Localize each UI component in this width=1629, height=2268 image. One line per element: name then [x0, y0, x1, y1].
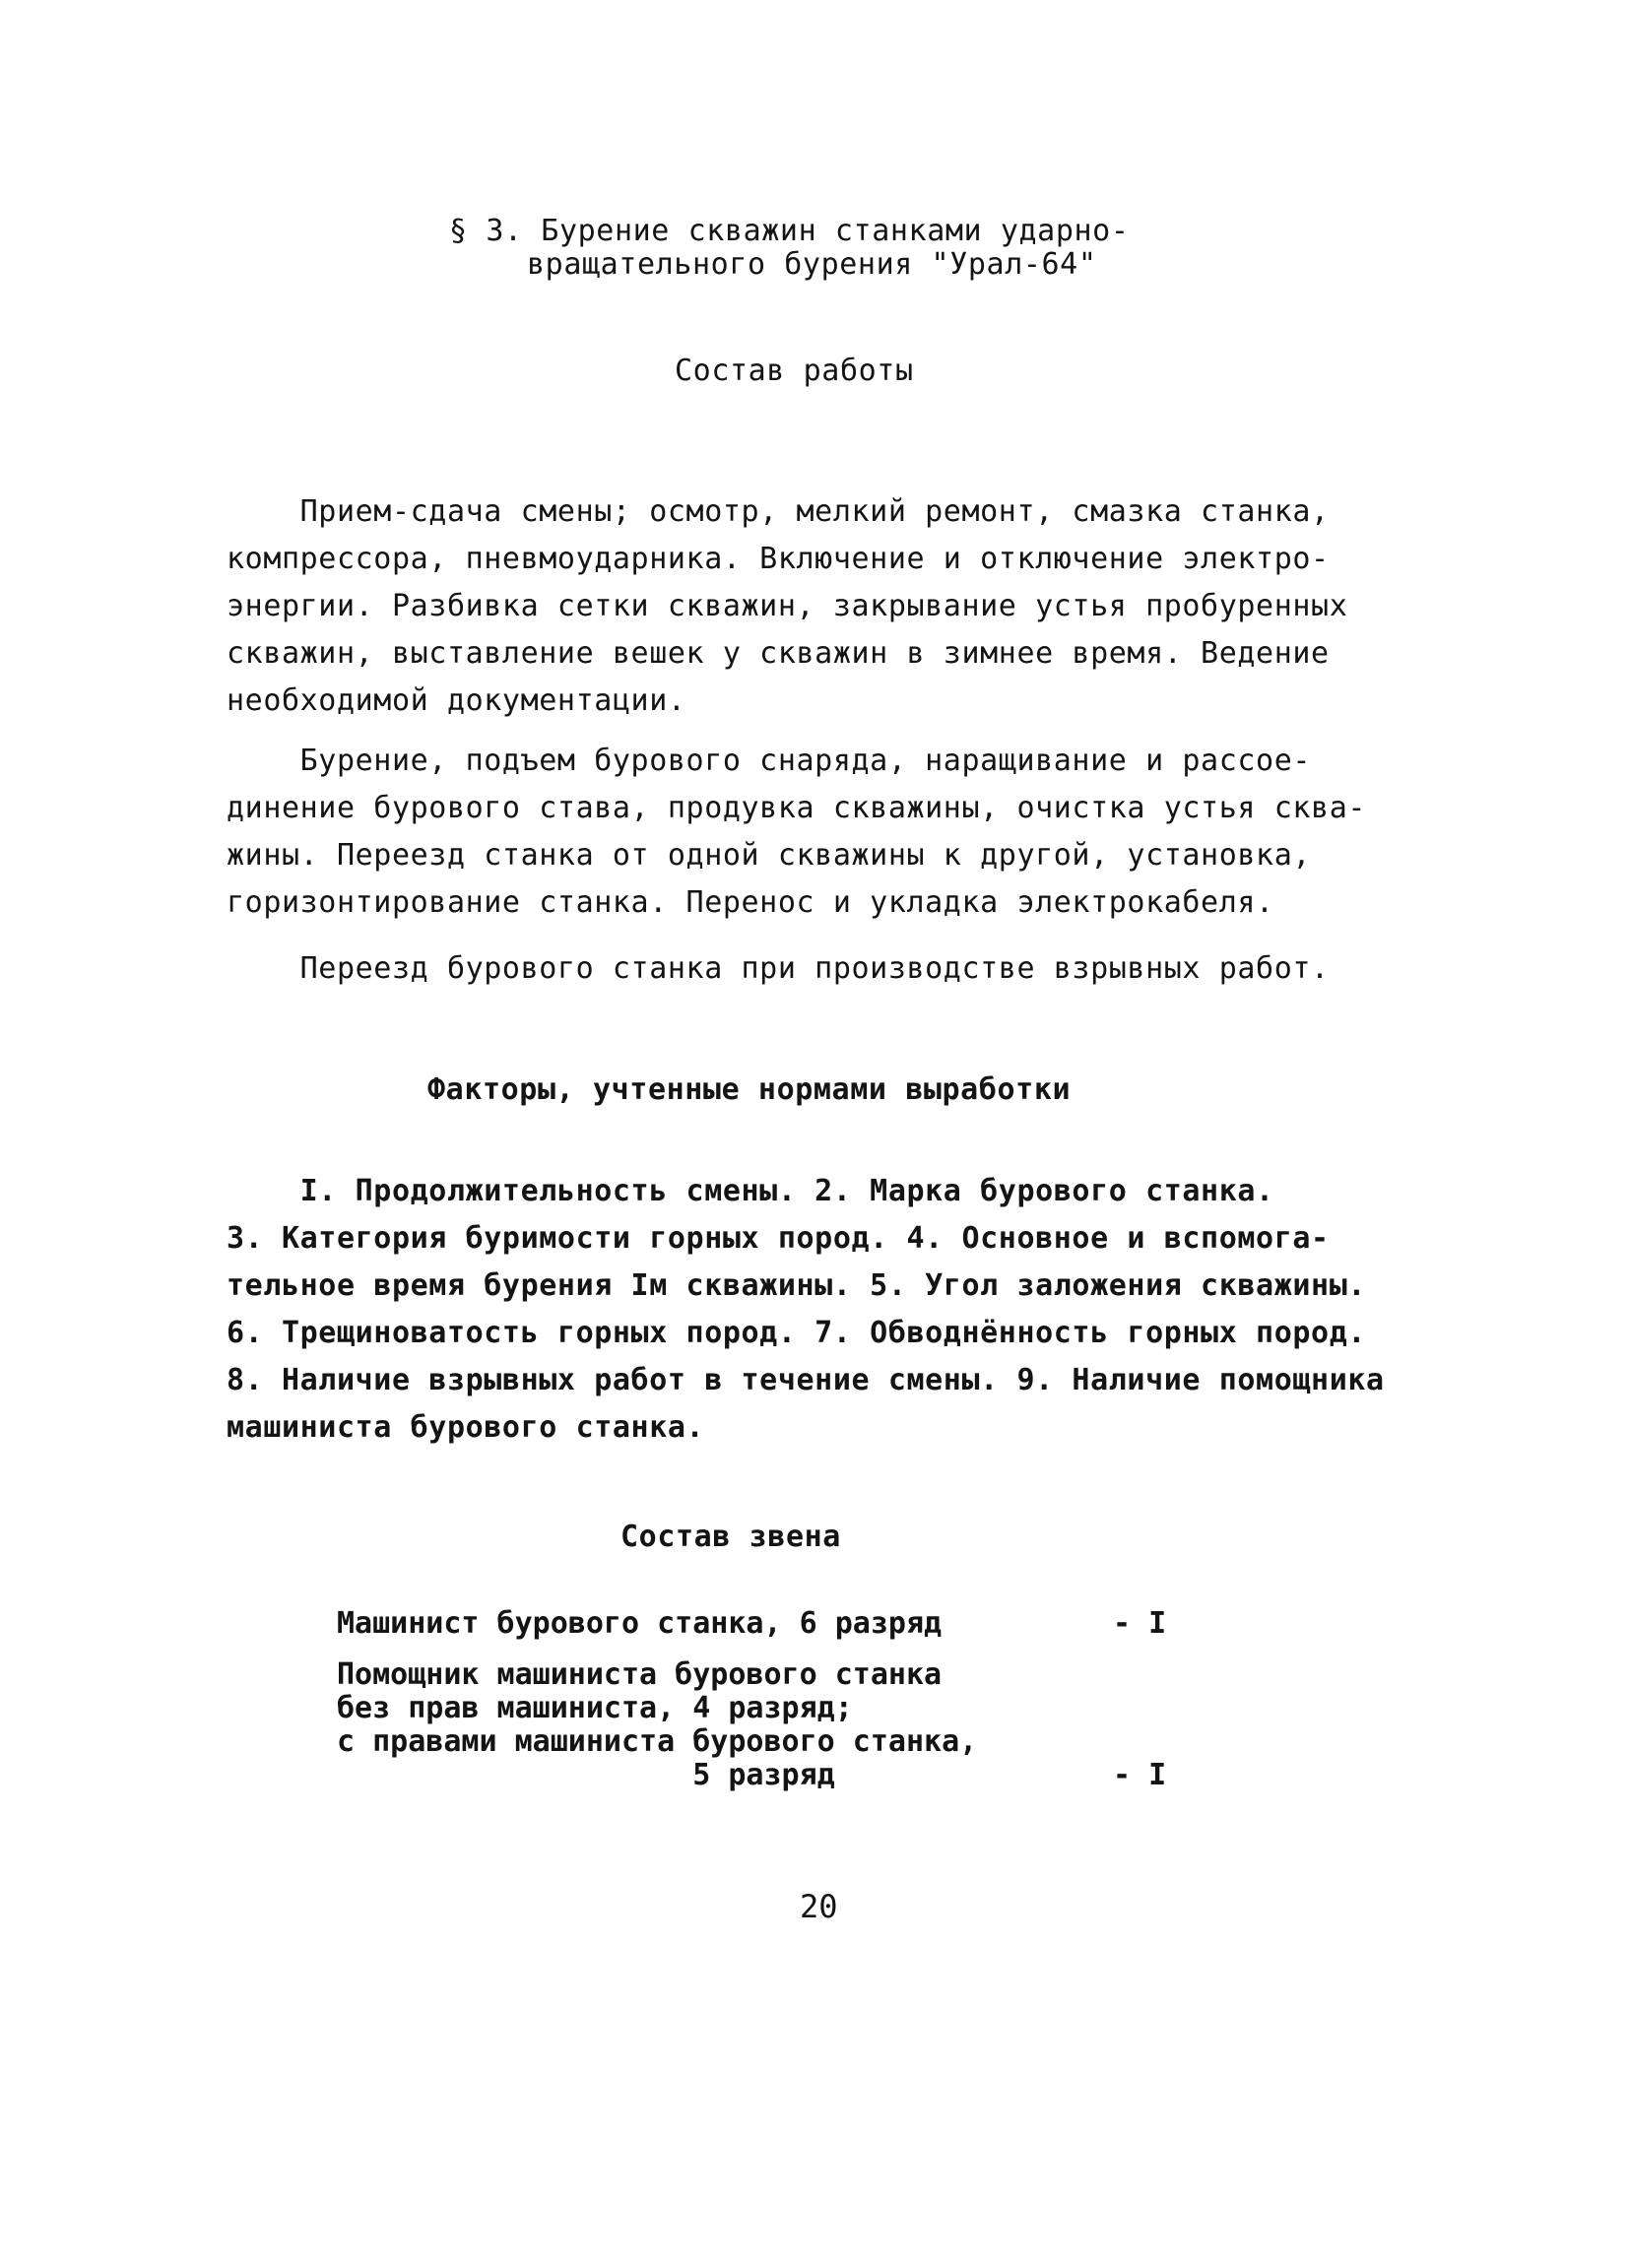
crew-qty-driller: - I — [1113, 1606, 1167, 1641]
paragraph-relocation — [227, 945, 1404, 993]
text-line: жины. Переезд станка от одной скважины к другой, установка, — [227, 838, 1312, 873]
section-title-line-1: § 3. Бурение скважин станками ударно- — [449, 214, 1130, 248]
crew-row-driller: Машинист бурового станка, 6 разряд — [337, 1606, 943, 1641]
text-line: I. Продолжительность смены. 2. Марка бурового станка. — [227, 1174, 1274, 1208]
page-number: 20 — [800, 1888, 838, 1925]
heading-factors: Факторы, учтенные нормами выработки — [427, 1072, 1072, 1107]
paragraph-factors — [227, 1168, 1404, 1452]
text-line: Бурение, подъем бурового снаряда, наращивание и рассое- — [227, 744, 1312, 778]
crew-row-assistant-with-rights: с правами машиниста бурового станка, — [337, 1724, 978, 1759]
text-line: Переезд бурового станка при производстве взрывных работ. — [227, 951, 1330, 986]
text-line: Прием-сдача смены; осмотр, мелкий ремонт, смазка станка, — [227, 494, 1330, 529]
text-line: тельное время бурения Iм скважины. 5. Угол заложения скважины. — [227, 1268, 1367, 1303]
crew-qty-assistant: - I — [1113, 1758, 1167, 1792]
text-line: необходимой документации. — [227, 683, 686, 718]
crew-row-assistant: Помощник машиниста бурового станка — [337, 1657, 943, 1692]
paragraph-shift-handover — [227, 488, 1404, 725]
crew-row-assistant-grade: 5 разряд — [337, 1758, 835, 1792]
text-line: скважин, выставление вешек у скважин в зимнее время. Ведение — [227, 636, 1330, 671]
section-title-line-2: вращательного бурения "Урал-64" — [527, 247, 1097, 282]
text-line: 8. Наличие взрывных работ в течение смены. 9. Наличие помощника — [227, 1363, 1385, 1397]
crew-row-assistant-no-rights: без прав машиниста, 4 разряд; — [337, 1691, 853, 1725]
text-line: компрессора, пневмоударника. Включение и отключение электро- — [227, 542, 1330, 576]
text-line: машиниста бурового станка. — [227, 1410, 705, 1445]
text-line: горизонтирование станка. Перенос и укладка электрокабеля. — [227, 885, 1274, 920]
text-line: 6. Трещиноватость горных пород. 7. Обводнённость горных пород. — [227, 1316, 1367, 1350]
text-line: динение бурового става, продувка скважины, очистка устья сква- — [227, 791, 1367, 825]
text-line: энергии. Разбивка сетки скважин, закрывание устья пробуренных — [227, 589, 1348, 623]
heading-composition-of-work: Состав работы — [675, 354, 914, 388]
heading-crew: Состав звена — [620, 1520, 841, 1554]
paragraph-drilling — [227, 738, 1404, 927]
text-line: 3. Категория буримости горных пород. 4. Основное и вспомога- — [227, 1221, 1330, 1256]
